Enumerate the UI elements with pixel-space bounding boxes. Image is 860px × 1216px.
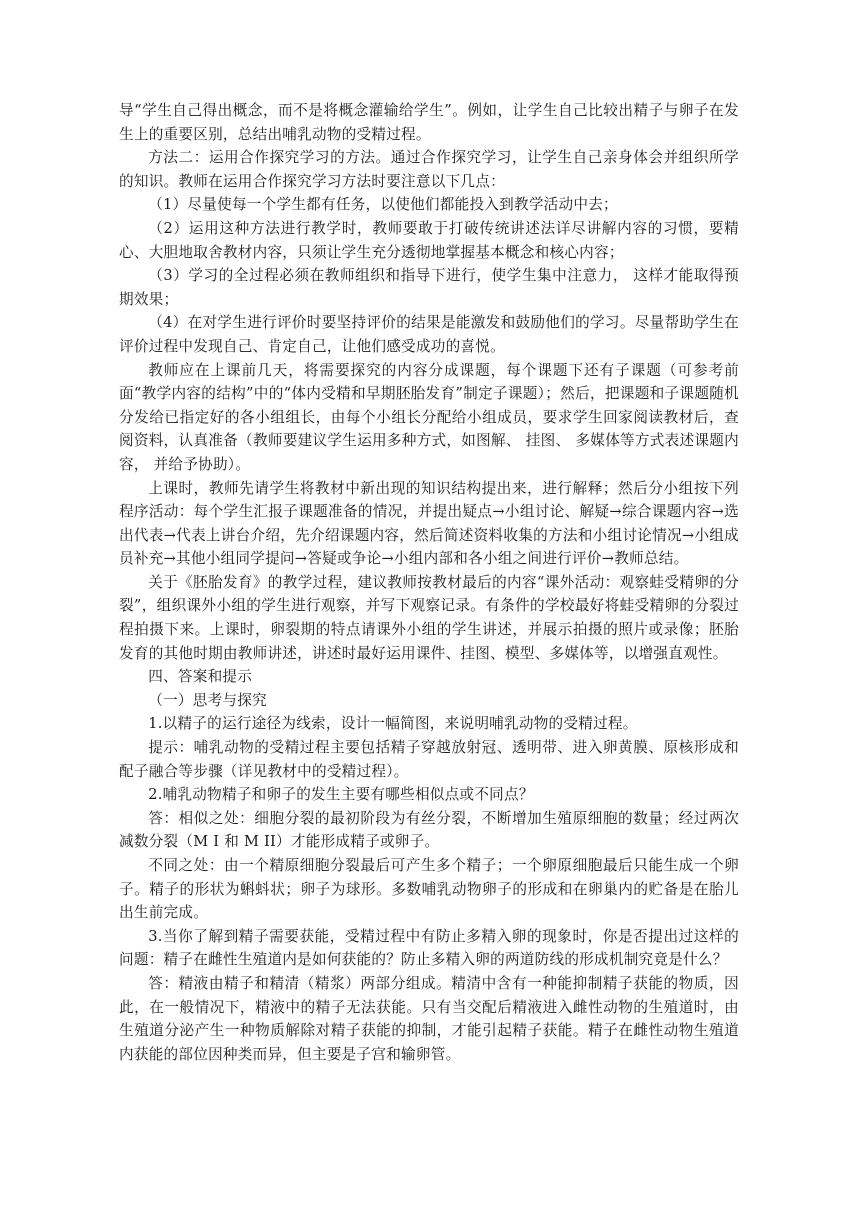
- list-item-3: （3）学习的全过程必须在教师组织和指导下进行，使学生集中注意力， 这样才能取得预期效果；: [119, 267, 739, 308]
- answer-2-similarities: 答：相似之处：细胞分裂的最初阶段为有丝分裂，不断增加生殖原细胞的数量；经过两次减数分裂（M I 和 M II）才能形成精子或卵子。: [119, 809, 739, 851]
- answer-2-differences: 不同之处：由一个精原细胞分裂最后可产生多个精子；一个卵原细胞最后只能生成一个卵子。精子的形状为蝌蚪状；卵子为球形。多数哺乳动物卵子的形成和在卵巢内的贮备是在胎儿出生前完成。: [119, 857, 739, 922]
- question-2: 2.哺乳动物精子和卵子的发生主要有哪些相似点或不同点？: [148, 786, 534, 804]
- answer-3: 答：精液由精子和精清（精浆）两部分组成。精清中含有一种能抑制精子获能的物质，因此，在一般情况下，精液中的精子无法获能。只有当交配后精液进入雌性动物的生殖道时，由生殖道分泌产生一种物质解除对精子获能的抑制，才能引起精子获能。精子在雌性动物生殖道内获能的部位因种类而异，但主要是子宫和输卵管。: [119, 974, 739, 1063]
- list-item-4: （4）在对学生进行评价时要坚持评价的结果是能激发和鼓励他们的学习。尽量帮助学生在评价过程中发现自己、肯定自己，让他们感受成功的喜悦。: [119, 314, 739, 355]
- list-item-2: （2）运用这种方法进行教学时，教师要敢于打破传统讲述法详尽讲解内容的习惯，要精心、大胆地取舍教材内容，只须让学生充分透彻地掌握基本概念和核心内容；: [119, 219, 739, 261]
- document-page: [119, 99, 739, 1066]
- paragraph-continuation: 导“学生自己得出概念，而不是将概念灌输给学生”。例如，让学生自己比较出精子与卵子在发生上的重要区别，总结出哺乳动物的受精过程。: [119, 102, 739, 143]
- question-3: 3.当你了解到精子需要获能，受精过程中有防止多精入卵的现象时，你是否提出过这样的问题：精子在雌性生殖道内是如何获能的？防止多精入卵的两道防线的形成机制究竟是什么？: [119, 927, 739, 969]
- answer-1: 提示：哺乳动物的受精过程主要包括精子穿越放射冠、透明带、进入卵黄膜、原核形成和配子融合等步骤（详见教材中的受精过程）。: [119, 739, 739, 780]
- section-heading-answers: 四、答案和提示: [148, 668, 253, 686]
- list-item-1: （1）尽量使每一个学生都有任务，以使他们都能投入到教学活动中去；: [148, 196, 618, 214]
- subsection-heading-thinking: （一）思考与探究: [148, 691, 267, 709]
- paragraph-embryo-development: 关于《胚胎发育》的教学过程，建议教师按教材最后的内容“课外活动：观察蛙受精卵的分裂”，组织课外小组的学生进行观察，并写下观察记录。有条件的学校最好将蛙受精卵的分裂过程拍摄下来。上课时，卵裂期的特点请课外小组的学生讲述，并展示拍摄的照片或录像；胚胎发育的其他时期由教师讲述，讲述时最好运用课件、挂图、模型、多媒体等，以增强直观性。: [119, 573, 739, 662]
- paragraph-method-two: 方法二：运用合作探究学习的方法。通过合作探究学习，让学生自己亲身体会并组织所学的知识。教师在运用合作探究学习方法时要注意以下几点：: [119, 149, 739, 190]
- paragraph-class-procedure: 上课时，教师先请学生将教材中新出现的知识结构提出来，进行解释；然后分小组按下列程序活动：每个学生汇报子课题准备的情况，并提出疑点→小组讨论、解疑→综合课题内容→选出代表→代表上讲台介绍，先介绍课题内容，然后简述资料收集的方法和小组讨论情况→小组成员补充→其他小组同学提问→答疑或争论→小组内部和各小组之间进行评价→教师总结。: [119, 479, 739, 568]
- question-1: 1.以精子的运行途径为线索，设计一幅简图，来说明哺乳动物的受精过程。: [148, 715, 638, 733]
- paragraph-preparation: 教师应在上课前几天，将需要探究的内容分成课题，每个课题下还有子课题（可参考前面“教学内容的结构”中的“体内受精和早期胚胎发育”制定子课题）；然后，把课题和子课题随机分发给已指定好的各小组组长，由每个小组长分配给小组成员，要求学生回家阅读教材后，查阅资料，认真准备（教师要建议学生运用多种方式，如图解、 挂图、 多媒体等方式表述课题内容， 并给予协助）。: [119, 361, 739, 473]
